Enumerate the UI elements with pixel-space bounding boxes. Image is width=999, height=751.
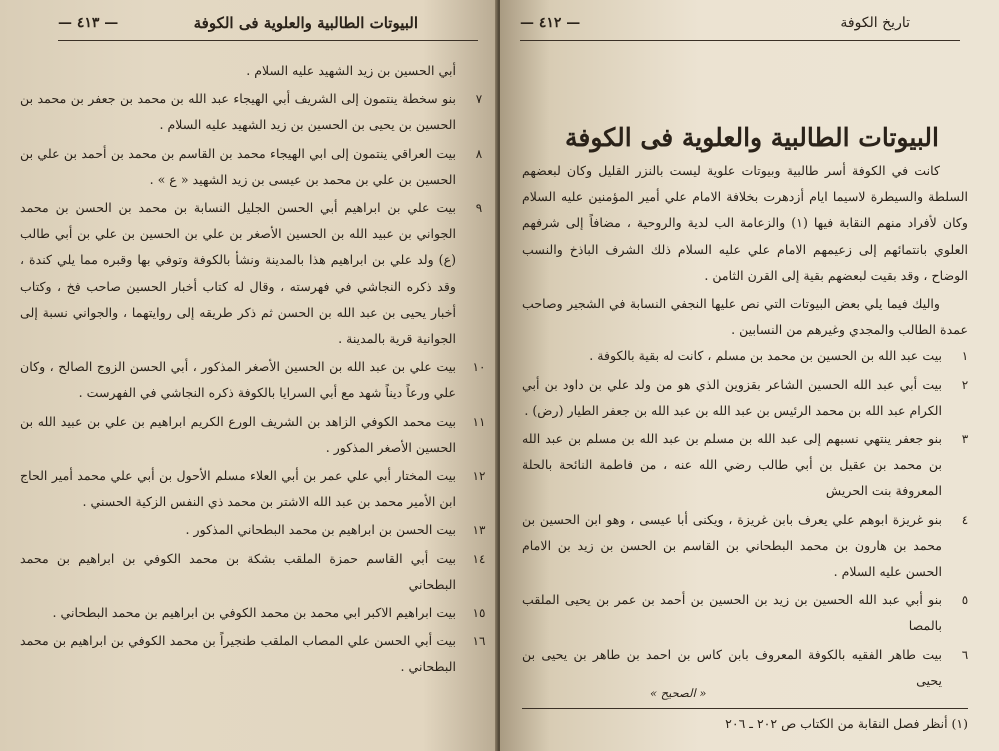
left-entries [20, 58, 486, 682]
chapter-heading: البيوتات الطالبية والعلوية فى الكوفة [565, 123, 939, 152]
left-header-rule [58, 40, 478, 41]
left-entry: ٨ بيت العراقي ينتمون إلى ابي الهيجاء محمد بن القاسم بن محمد بن أحمد بن علي بن الحسين بن علي بن محمد بن عيسى بن زيد الشهيد « ع » . [20, 145, 483, 187]
left-entry: ٧ بنو سخطة ينتمون إلى الشريف أبي الهيجاء عبد الله بن محمد بن جعفر بن محمد بن الحسين بن يحيى بن الحسين بن زيد الشهيد عليه السلام . [20, 91, 483, 133]
right-entry: ٣ بنو جعفر ينتهي نسبهم إلى عبد الله بن مسلم بن عبد الله بن مسلم بن عبد الله بن محمد بن عقيل بن أبي طالب رضي الله عنه ، من فاطمة النائحة بالحلة المعروفة بنت الحريش [522, 431, 969, 499]
right-page [500, 0, 999, 751]
left-entry: أبي الحسين بن زيد الشهيد عليه السلام . [246, 63, 456, 78]
right-page-number: — ٤١٢ — [520, 15, 581, 31]
correction-note: « الصحيح » [650, 686, 707, 700]
left-entry: ٩ بيت علي بن ابراهيم أبي الحسن الجليل النسابة بن محمد بن الحسن بن محمد الجواني بن عبيد الله بن الحسين الأصغر بن علي بن الحسين بن علي بن أبي طالب (ع) ولد علي بن ابراهيم هذا بالمدينة ونشأ بالكوفة وتوفي بها وقبره مما يلي كندة ، وقد ذكره النجاشي في فهرسته ، وقال له كتاب أخبار الحسين صاحب فخ ، وكتاب أخبار يحيى بن عبد الله بن الحسن ثم ذكر طريقه إلى روايتهما ، والجواني نسبة إلى الجوانية قرية بالمدينة . [20, 200, 483, 347]
right-running-head [520, 8, 960, 38]
right-entry: ٥ بنو أبي عبد الله الحسين بن زيد بن الحسين بن أحمد بن عمر بن يحيى الملقب بالمصا [522, 592, 969, 634]
right-entry: ٤ بنو غريزة ابوهم علي يعرف بابن غريزة ، ويكنى أبا عيسى ، وهو ابن الحسين بن محمد بن هارون بن محمد البطحاني بن القاسم بن الحسن بن زيد بن الامام الحسن عليه السلام . [522, 511, 969, 580]
left-page-number: — ٤١٣ — [58, 15, 119, 31]
left-entry: ١٥ بيت ابراهيم الاكبر ابي محمد بن محمد الكوفي بن ابراهيم بن محمد البطحاني . [52, 605, 486, 621]
left-entry: ١٢ بيت المختار أبي علي عمر بن أبي العلاء مسلم الأحول بن أبي علي محمد أمير الحاج ابن الأمير محمد بن عبد الله الاشتر بن محمد ذي النفس الزكية الحسني . [20, 468, 486, 510]
left-entry: ١٦ بيت أبي الحسن علي المصاب الملقب طنجيراً بن محمد الكوفي بن ابراهيم بن محمد البطحاني . [20, 633, 486, 675]
right-entry: ٢ بيت أبي عبد الله الحسين الشاعر بقزوين الذي هو من ولد علي بن داود بن أبي الكرام عبد الله بن محمد الرئيس بن عبد الله بن عبد الله بن جعفر الطيار (رض) . [522, 376, 969, 418]
left-entry: ١٣ بيت الحسن بن ابراهيم بن محمد البطحاني المذكور . [185, 522, 486, 538]
right-running-title: تاريخ الكوفة [840, 15, 910, 31]
left-page [0, 0, 497, 751]
left-entry: ١٠ بيت علي بن عبد الله بن الحسين الأصغر المذكور ، أبي الحسن الزوج الصالح ، وكان علي ورعاً ديناً شهد مع أبي السرايا بالكوفة ذكره النجاشي في الفهرست . [20, 359, 486, 401]
left-running-title: البيوتات الطالبية والعلوية فى الكوفة [193, 14, 418, 32]
right-header-rule [520, 40, 960, 41]
footnote: (١) أنظر فصل النقابة من الكتاب ص ٢٠٢ ـ ٢٠٦ [725, 716, 968, 731]
right-entries [522, 158, 968, 695]
left-entry: ١٤ بيت أبي القاسم حمزة الملقب بشكة بن محمد الكوفي بن ابراهيم بن محمد البطحاني [20, 550, 486, 592]
intro-paragraph: واليك فيما يلي بعض البيوتات التي نص عليها النجفي النسابة في الشجير وصاحب عمدة الطالب والمجدي وغيرهم من النسابين . [522, 296, 968, 338]
left-entry: ١١ بيت محمد الكوفي الزاهد بن الشريف الورع الكريم ابراهيم بن علي بن عبيد الله بن الحسين الأصغر المذكور . [20, 413, 486, 455]
right-entry: ٦ بيت طاهر الفقيه بالكوفة المعروف بابن كاس بن احمد بن طاهر بن يحيى بن يحيى [522, 646, 969, 688]
right-entry: ١ بيت عبد الله بن الحسين بن محمد بن مسلم ، كانت له بقية بالكوفة . [589, 348, 969, 364]
intro-paragraph: كانت في الكوفة أسر طالبية وبيوتات علوية ليست بالنزر القليل وكان لبعضهم السلطة والسيطرة لاسيما ايام أزدهرت بخلافة الامام علي أمير المؤمنين عليه السلام وكان لأفراد منهم النقابة فيها (١) والزعامة الب لدية والروحية ، مضافاً إلى شرفهم العلوي بانتمائهم إلى زعيمهم الامام علي عليه السلام ذلك الشرف الباذخ والنسب الوضاح ، وقد بقيت لبعضهم بقية إلى القرن الثامن . [522, 163, 968, 283]
footnote-rule [522, 708, 968, 709]
left-running-head [58, 8, 478, 38]
